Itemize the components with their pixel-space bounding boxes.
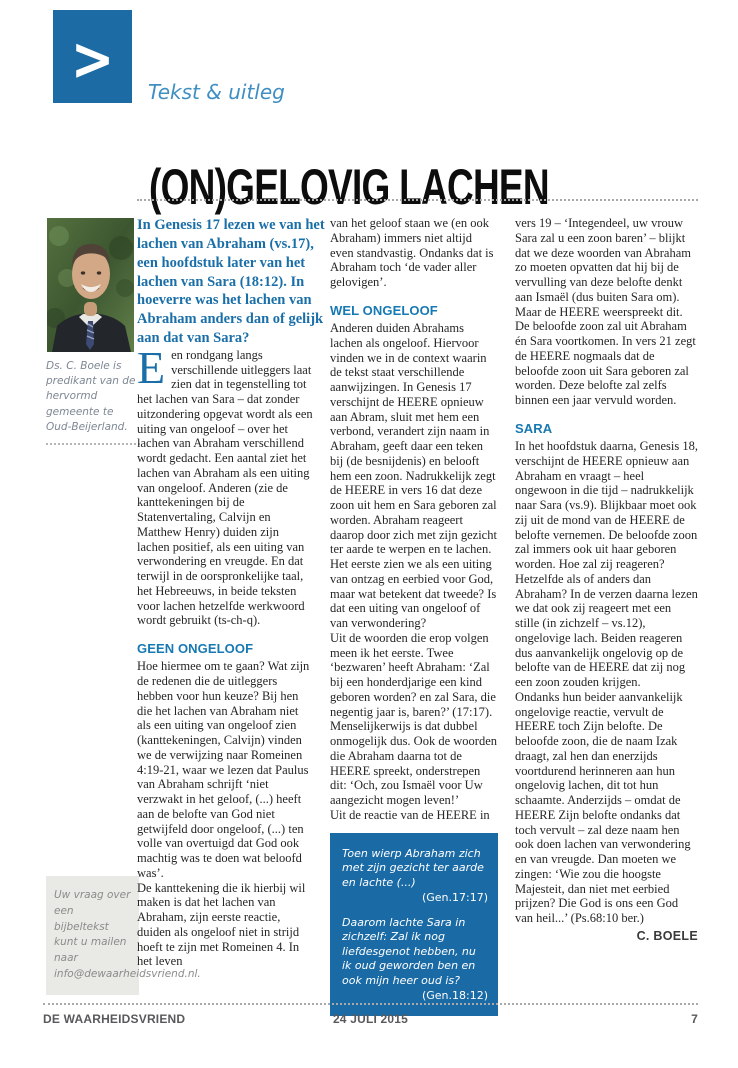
dropcap: E xyxy=(137,341,166,393)
paragraph: De kanttekening die ik hierbij wil maken is dat het lachen van Abraham, zijn eerste reactie, duiden als ongeloof niet in strijd hoeft te zijn met Romeinen 4. In het leven xyxy=(137,880,306,969)
scripture-quote-box xyxy=(330,833,498,1016)
column-3 xyxy=(515,216,698,1016)
contact-note: Uw vraag over een bijbeltekst kunt u mailen naar info@dewaarheidsvriend.nl. xyxy=(46,876,139,995)
footer-date: 24 JULI 2015 xyxy=(332,1012,409,1026)
top-divider xyxy=(137,199,698,201)
footer-magazine-name: DE WAARHEIDSVRIEND xyxy=(43,1012,186,1026)
column-1 xyxy=(137,216,325,1016)
photo-caption: Ds. C. Boele is predikant van de hervormd gemeente te Oud-Beijerland. xyxy=(46,359,140,445)
article-body xyxy=(137,216,698,1016)
paragraph: Uit de woorden die erop volgen meen ik het eerste. Twee ‘bezwaren’ heeft Abraham: ‘Zal bij een honderdjarige een kind geboren worden? en zal Sara, die negentig jaar is, baren?’ (17:17). Menselijkerwijs is dat dubbel onmogelijk dus. Ook de woorden die Abraham daarna tot de HEERE spreekt, onderstrepen dit: ‘Och, zou Ismaël voor Uw aangezicht mogen leven!’ xyxy=(330,630,497,808)
article-intro: In Genesis 17 lezen we van het lachen van Abraham (vs.17), een hoofdstuk later van het lachen van Sara (18:12). In hoeverre was het lachen van Abraham anders dan of gelijk aan dat van Sara? xyxy=(137,217,325,347)
paragraph: Ondanks hun beider aanvankelijk ongelovige reactie, vervult de HEERE toch Zijn belofte. De beloofde zoon, die de naam Izak draagt, zal hen dan enerzijds voortdurend herinneren aan hun ongelovig lachen, dit tot hun schaamte. Anderzijds – omdat de HEERE Zijn belofte ondanks dat toch vervult – zal deze naam hen ook doen lachen van verwondering en van vreugde. Dan moeten we zingen: ‘Wie zou die hoogste Majesteit, dan niet met eerbied prijzen? Die God is ons een God van heil...’ (Ps.68:10 ber.) xyxy=(515,689,691,926)
portrait-photo xyxy=(47,218,134,352)
subheading-geen-ongeloof: GEEN ONGELOOF xyxy=(137,641,254,657)
author-byline: C. BOELE xyxy=(636,928,698,943)
page-footer xyxy=(43,1003,698,1026)
paragraph: Uit de reactie van de HEERE in xyxy=(330,807,490,822)
page-title: (ON)GELOVIG LACHEN xyxy=(149,158,549,215)
magazine-logo xyxy=(53,10,132,103)
column-2 xyxy=(330,216,498,1016)
paragraph: Anderen duiden Abrahams lachen als ongeloof. Hiervoor vinden we in de context waarin de tekst staat verschillende aanwijzingen. In Genesis 17 verschijnt de HEERE opnieuw aan Abram, sluit met hem een verbond, verandert zijn naam in Abraham, geeft daar een teken bij (de besnijdenis) en belooft hem een zoon. Nadrukkelijk zegt de HEERE in vers 16 dat deze zoon uit hem en Sara geboren zal worden. Abraham reageert daarop door zich met zijn gezicht ter aarde te werpen en te lachen. Het eerste zien we als een uiting van ontzag en eerbied voor God, maar wat betekent dat tweede? Is dat een uiting van ongeloof of van verwondering? xyxy=(330,321,497,631)
paragraph: van het geloof staan we (en ook Abraham) immers niet altijd even standvastig. Ondanks dat is Abraham toch ‘de vader aller gelovigen’. xyxy=(330,216,494,289)
section-label: Tekst & uitleg xyxy=(148,80,285,104)
quote-reference: (Gen.17:17) xyxy=(421,891,488,905)
quote-text: Daarom lachte Sara in zichzelf: Zal ik nog liefdesgenot hebben, nu ik oud geworden ben en ook mijn heer oud is? xyxy=(342,915,476,987)
paragraph: Hoe hiermee om te gaan? Wat zijn de redenen die de uitleggers hebben voor hun keuze? Bij hen die het lachen van Abraham niet als een uiting van ongeloof zien (kanttekeningen, Calvijn) vinden we de verwijzing naar Romeinen 4:19-21, waar we lezen dat Paulus van Abraham schrijft ‘niet verzwakt in het geloof, (...) heeft aan de belofte van God niet getwijfeld door ongeloof, (...) ten volle van overtuigd dat God ook machtig was te doen wat beloofd was’. xyxy=(137,659,310,880)
subheading-wel-ongeloof: WEL ONGELOOF xyxy=(330,302,438,318)
paragraph: In het hoofdstuk daarna, Genesis 18, verschijnt de HEERE opnieuw aan Abraham en vraagt – heel ongewoon in die tijd – nadrukkelijk naar Sara (vs.9). Blijkbaar moet ook zij uit de mond van de HEERE de belofte vernemen. De beloofde zoon zal immers ook uit haar geboren worden. Hoe zal zij reageren? Hetzelfde als of anders dan Abraham? In de verzen daarna lezen we dat ook zij reageert met een stille (in zichzelf – vs.12), ongelovige lach. Beiden reageren dus aanvankelijk ongelovig op de belofte van de HEERE dat zij nog een zoon zouden krijgen. xyxy=(515,439,698,690)
chevron-right-icon: > xyxy=(70,25,115,94)
quote-text: Toen wierp Abraham zich met zijn gezicht ter aarde en lachte (...) xyxy=(342,846,484,889)
footer-page-number: 7 xyxy=(691,1012,698,1026)
quote-reference: (Gen.18:12) xyxy=(421,989,488,1003)
subheading-sara: SARA xyxy=(515,420,553,436)
paragraph: vers 19 – ‘Integendeel, uw vrouw Sara zal u een zoon baren’ – blijkt dat we deze woorden van Abraham zo moeten opvatten dat hij bij de vervulling van deze belofte denkt aan Ismaël (dus buiten Sara om). Maar de HEERE weerspreekt dit. De beloofde zoon zal uit Abraham én Sara voortkomen. In vers 21 zegt de HEERE nogmaals dat de beloofde zoon uit Sara geboren zal worden. Deze belofte zal zelfs binnen een jaar vervuld worden. xyxy=(515,216,696,407)
paragraph-text: en rondgang langs verschillende uitleggers laat zien dat in tegenstelling tot het lachen van Sara – dat zonder uitzondering opgevat wordt als een uiting van ongeloof – over het lachen van Abraham verschillend wordt gedacht. Een aantal ziet het lachen van Abraham als een uiting van ongeloof. Anderen (zie de kanttekeningen bij de Statenvertaling, Calvijn en Matthew Henry) duiden zijn lachen positief, als een uiting van verwondering en vreugde. En dat terwijl in de oorspronkelijke taal, het Hebreeuws, in beide teksten voor lachen hetzelfde werkwoord wordt gebruikt (ts-ch-q). xyxy=(137,347,313,628)
paragraph xyxy=(137,341,313,628)
